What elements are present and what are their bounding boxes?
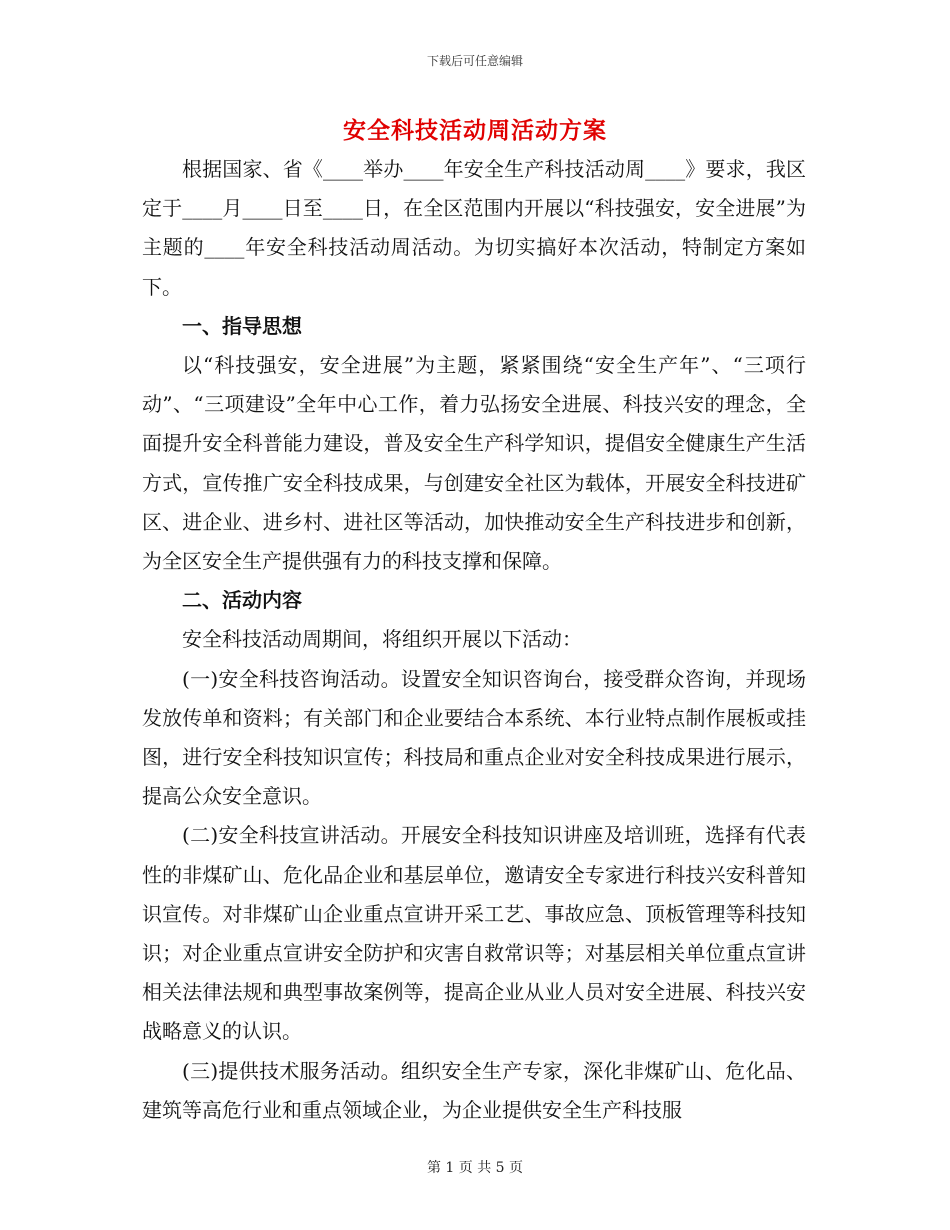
activity-item-consulting: (一)安全科技咨询活动。设置安全知识咨询台，接受群众咨询，并现场发放传单和资料；有关部门和企业要结合本系统、本行业特点制作展板或挂图，进行安全科技知识宣传；科技局和重点企业对安全科技成果进行展示，提高公众安全意识。 <box>142 666 806 809</box>
header-note: 下载后可任意编辑 <box>426 54 523 68</box>
document-body <box>142 150 806 1130</box>
section-heading-activity-content: 二、活动内容 <box>182 588 302 613</box>
section-heading-guiding-thought: 一、指导思想 <box>182 313 302 338</box>
activity-intro-paragraph: 安全科技活动周期间，将组织开展以下活动： <box>182 627 582 652</box>
activity-item-technical-service: (三)提供技术服务活动。组织安全生产专家，深化非煤矿山、危化品、建筑等高危行业和重点领域企业，为企业提供安全生产科技服 <box>142 1058 806 1122</box>
guiding-thought-paragraph: 以“科技强安，安全进展”为主题，紧紧围绕“安全生产年”、“三项行动”、“三项建设”全年中心工作，着力弘扬安全进展、科技兴安的理念，全面提升安全科普能力建设，普及安全生产科学知识，提倡安全健康生产生活方式，宣传推广安全科技成果，与创建安全社区为载体，开展安全科技进矿区、进企业、进乡村、进社区等活动，加快推动安全生产科技进步和创新，为全区安全生产提供强有力的科技支撑和保障。 <box>142 353 806 574</box>
activity-item-lectures: (二)安全科技宣讲活动。开展安全科技知识讲座及培训班，选择有代表性的非煤矿山、危化品企业和基层单位，邀请安全专家进行科技兴安科普知识宣传。对非煤矿山企业重点宣讲开采工艺、事故应急、顶板管理等科技知识；对企业重点宣讲安全防护和灾害自救常识等；对基层相关单位重点宣讲相关法律法规和典型事故案例等，提高企业从业人员对安全进展、科技兴安战略意义的认识。 <box>142 823 806 1044</box>
page-number-footer: 第 1 页 共 5 页 <box>426 1160 524 1176</box>
intro-paragraph: 根据国家、省《____举办____年安全生产科技活动周____》要求，我区定于____月____日至____日，在全区范围内开展以“科技强安，安全进展”为主题的____年安全科技活动周活动。为切实搞好本次活动，特制定方案如下。 <box>142 157 806 299</box>
document-title: 安全科技活动周活动方案 <box>343 117 607 144</box>
